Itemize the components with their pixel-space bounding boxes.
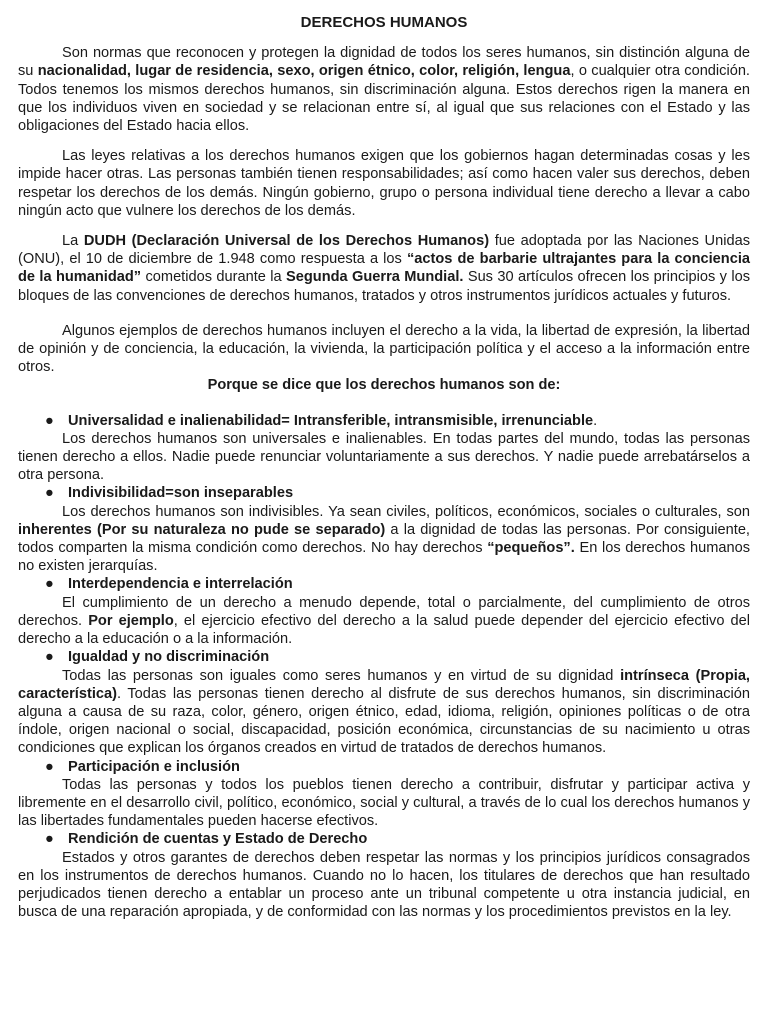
bold-text-run: Segunda Guerra Mundial. bbox=[286, 269, 464, 286]
bold-text-run: “actos de barbarie ultrajantes para la conciencia de la humanidad” bbox=[18, 251, 750, 286]
principle-heading-text: Participación e inclusión bbox=[68, 758, 240, 775]
principle-heading-text: Universalidad e inalienabilidad= Intransferible, intransmisible, irrenunciable bbox=[68, 412, 594, 429]
text-run: , sin distinción alguna de su bbox=[18, 45, 750, 80]
principle-body bbox=[18, 776, 750, 831]
principle-heading bbox=[18, 412, 750, 430]
principle-item bbox=[18, 830, 750, 921]
section-subtitle: Porque se dice que los derechos humanos son de: bbox=[207, 377, 561, 394]
principles-list bbox=[18, 412, 750, 922]
principle-item bbox=[18, 412, 750, 485]
paragraph-laws: Las leyes relativas a los derechos humanos exigen que los gobiernos hagan determinadas cosas y les impide hacer otras. Las personas también tienen responsabilidades; así como hacen valer sus derechos, deben respetar los derechos de los demás. Ningún gobierno, grupo o persona individual tiene derecho a llevar a cabo ningún acto que vulnere los derechos de los demás. bbox=[18, 148, 750, 219]
principle-heading bbox=[18, 484, 750, 502]
bullet-icon: ● bbox=[45, 576, 54, 593]
principle-heading-text: Rendición de cuentas y Estado de Derecho bbox=[68, 831, 368, 848]
principle-body bbox=[18, 594, 750, 649]
text-run: Los derechos humanos son universales e inalienables. En todas partes del mundo, todas las personas tienen derecho a ellos. Nadie puede renunciar voluntariamente a sus derechos. Y nadie puede arrebatárselos a otra persona. bbox=[18, 430, 750, 484]
principle-heading-text: Indivisibilidad=son inseparables bbox=[68, 485, 294, 502]
text-run: , o cualquier otra condición. Todos tenemos los mismos derechos humanos, sin discriminación alguna. Estos derechos rigen la manera en que los individuos viven en sociedad y se relacionan entre sí, al igual que sus relaciones con el Estado y las obligaciones del Estado hacia ellos. bbox=[18, 63, 750, 135]
text-run: fue adoptada por las Naciones Unidas (ONU), el 10 de diciembre de 1.948 como respuesta a los bbox=[18, 233, 750, 268]
text-run: El cumplimiento de un derecho a menudo depende, total o parcialmente, del cumplimiento de otros derechos. bbox=[18, 594, 750, 629]
text-run: a la dignidad de todas las personas. Por consiguiente, todos comparten la misma condición como derechos. No hay derechos bbox=[18, 521, 750, 557]
principle-body bbox=[18, 667, 750, 758]
bold-text-run: DUDH (Declaración Universal de los Derechos Humanos) bbox=[83, 233, 490, 250]
bullet-icon: ● bbox=[45, 649, 54, 666]
bold-text-run: nacionalidad, lugar de residencia, sexo, origen étnico, color, religión, lengua bbox=[37, 63, 571, 80]
bullet-icon: ● bbox=[45, 485, 54, 502]
bullet-icon: ● bbox=[45, 412, 54, 429]
bold-text-run: intrínseca (Propia, característica) bbox=[18, 667, 750, 702]
text-run: Estados y otros garantes de derechos deben respetar las normas y los principios jurídicos consagrados en los instrumentos de derechos humanos. Cuando no lo hacen, los titulares de derechos que han resultado perjudicados tienen derecho a entablar un proceso ante un tribunal competente u otra instancia judicial, en busca de una reparación apropiada, y de conformidad con las normas y los procedimientos previstos en la ley. bbox=[18, 849, 750, 921]
bold-text-run: inherentes (Por su naturaleza no pude se separado) bbox=[18, 521, 386, 538]
text-run: Sus 30 artículos ofrecen los principios y los bloques de las convenciones de derechos humanos, tratados y otros instrumentos jurídicos actuales y futuros. bbox=[18, 269, 750, 304]
paragraph-intro bbox=[18, 44, 750, 135]
text-run: , el ejercicio efectivo del derecho a la salud puede depender del ejercicio efectivo del derecho a la educación o a la información. bbox=[18, 612, 751, 648]
paragraph-dudh bbox=[18, 232, 750, 305]
paragraph-examples: Algunos ejemplos de derechos humanos incluyen el derecho a la vida, la libertad de expresión, la libertad de opinión y de conciencia, la educación, la vivienda, la participación política y el acceso a la información entre otros. bbox=[18, 322, 750, 376]
principle-heading-text: Igualdad y no discriminación bbox=[68, 649, 270, 666]
principle-heading-text: Interdependencia e interrelación bbox=[68, 576, 293, 593]
text-run: Todas las personas y todos los pueblos tienen derecho a contribuir, disfrutar y participar activa y libremente en el desarrollo civil, político, económico, social y cultural, a través de lo cual los derechos humanos y las libertades fundamentales pueden hacerse efectivos. bbox=[18, 776, 750, 830]
principle-heading bbox=[18, 758, 750, 776]
bold-text-run: “pequeños”. bbox=[487, 540, 575, 557]
principle-heading-tail: . bbox=[593, 412, 598, 429]
text-run: Todas las personas son iguales como seres humanos y en virtud de su dignidad bbox=[62, 667, 621, 684]
text-run: normas que reconocen y protegen la dignidad de todos los seres humanos bbox=[92, 45, 587, 62]
principle-item bbox=[18, 484, 750, 575]
text-run: Son bbox=[62, 45, 93, 62]
text-run: Los derechos humanos son indivisibles. Ya sean civiles, políticos, económicos, sociales o culturales, son bbox=[62, 503, 750, 520]
bullet-icon: ● bbox=[45, 831, 54, 848]
document-title: DERECHOS HUMANOS bbox=[300, 14, 468, 31]
bullet-icon: ● bbox=[45, 758, 54, 775]
principle-heading bbox=[18, 648, 750, 666]
principle-item bbox=[18, 648, 750, 757]
principle-body bbox=[18, 430, 750, 485]
text-run: En los derechos humanos no existen jerarquías. bbox=[18, 540, 751, 575]
principle-body bbox=[18, 849, 750, 922]
principle-heading bbox=[18, 830, 750, 848]
bold-text-run: Por ejemplo bbox=[88, 612, 174, 629]
text-run: . Todas las personas tienen derecho al disfrute de sus derechos humanos, sin discriminación alguna a causa de su raza, color, género, origen étnico, edad, idioma, religión, opiniones políticas o de otra índole, origen nacional o social, discapacidad, posición económica, circunstancias de su nacimiento u otras condiciones que explican los órganos creados en virtud de tratados de derechos humanos. bbox=[18, 685, 750, 757]
principle-heading bbox=[18, 575, 750, 593]
principle-item bbox=[18, 575, 750, 648]
principle-item bbox=[18, 758, 750, 831]
principle-body bbox=[18, 503, 750, 576]
text-run: cometidos durante la bbox=[141, 269, 287, 286]
text-run: La bbox=[62, 233, 84, 250]
